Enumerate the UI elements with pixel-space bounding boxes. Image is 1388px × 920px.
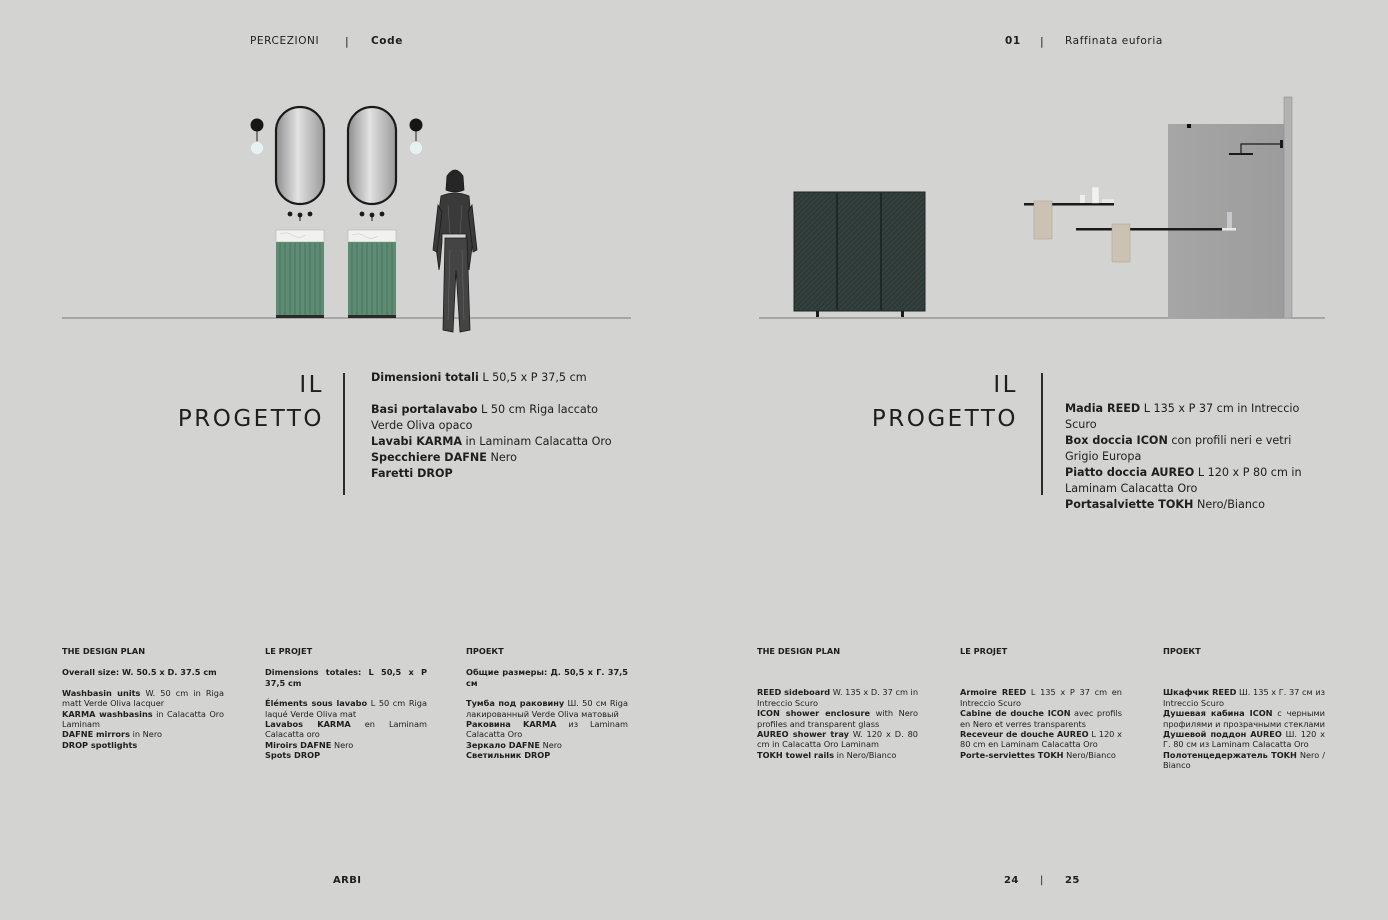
right-specs-list <box>1065 401 1327 513</box>
right-spec-item: Portasalviette TOKH Nero/Bianco <box>1065 498 1265 511</box>
translation-line: Душевая кабина ICON с черными профилями и прозрачными стеклами <box>1163 708 1325 729</box>
translation-line: Шкафчик REED Ш. 135 x Г. 37 см из Intreccio Scuro <box>1163 687 1325 708</box>
header-left-divider: | <box>345 35 349 48</box>
washbasin-unit-left <box>276 230 324 318</box>
translation-line: ICON shower enclosure with Nero profiles and transparent glass <box>757 708 919 729</box>
translation-heading: LE PROJET <box>265 646 313 656</box>
translation-line: Miroirs DAFNE Nero <box>265 739 354 750</box>
left-title-divider <box>343 373 345 495</box>
right-spec-item: Box doccia ICON con profili neri e vetri Grigio Europa <box>1065 434 1292 463</box>
translation-line: Porte-serviettes TOKH Nero/Bianco <box>960 749 1116 760</box>
translation-fr-right <box>960 646 1122 760</box>
mirror-right <box>348 107 396 204</box>
right-project-title <box>844 368 1018 436</box>
left-spec-item: Specchiere DAFNE Nero <box>371 451 517 464</box>
page-number-left: 24 <box>1004 875 1019 886</box>
translation-line: Зеркало DAFNE Nero <box>466 739 562 750</box>
wall-light-left <box>251 119 264 155</box>
footer-brand: ARBI <box>333 875 362 886</box>
translation-line: Spots DROP <box>265 750 321 761</box>
washbasin-unit-right <box>348 230 396 318</box>
wall-light-right <box>410 119 423 155</box>
translation-overall: Overall size: W. 50.5 x D. 37.5 cm <box>62 667 217 678</box>
translation-line: Lavabos KARMA en Laminam Calacatta oro <box>265 719 427 740</box>
translation-line: Éléments sous lavabo L 50 cm Riga laqué Verde Oliva mat <box>265 698 427 719</box>
person-figure <box>433 170 477 332</box>
left-spec-item: Lavabi KARMA in Laminam Calacatta Oro <box>371 435 612 448</box>
translation-line: DAFNE mirrors in Nero <box>62 729 163 740</box>
translation-line: TOKH towel rails in Nero/Bianco <box>757 749 897 760</box>
header-name: Code <box>371 35 403 47</box>
left-title-line1: IL <box>299 372 324 398</box>
translation-line: Полотенцедержатель TOKH Nero / Bianco <box>1163 749 1325 771</box>
translation-line: Тумба под раковину Ш. 50 см Riga лакированный Verde Oliva матовый <box>466 698 629 719</box>
left-spec-item: Faretti DROP <box>371 467 453 480</box>
translation-heading: LE PROJET <box>960 646 1008 656</box>
right-title-line1: IL <box>993 372 1018 398</box>
tap-right <box>360 212 385 221</box>
translation-line: DROP spotlights <box>62 739 138 750</box>
translation-en-left <box>62 646 224 750</box>
translation-overall: Общие размеры: Д. 50,5 x Г. 37,5 см <box>466 667 628 688</box>
mirror-left <box>276 107 324 204</box>
translation-line: Душевой поддон AUREO Ш. 120 x Г. 80 см из Laminam Calacatta Oro <box>1163 729 1325 750</box>
right-title-divider <box>1041 373 1043 495</box>
translation-ru-right <box>1163 646 1325 771</box>
translation-line: Armoire REED L 135 x P 37 cm en Intreccio Scuro <box>960 687 1123 708</box>
translation-heading: ПРОЕКТ <box>466 646 504 656</box>
icon-shower-enclosure <box>1168 97 1292 318</box>
header-title: Raffinata euforia <box>1065 35 1163 47</box>
left-project-title <box>150 368 324 436</box>
header-number: 01 <box>1005 35 1021 47</box>
translation-line: KARMA washbasins in Calacatta Oro Laminam <box>62 708 224 730</box>
translation-en-right <box>757 646 918 760</box>
left-title-line2: PROGETTO <box>177 406 324 432</box>
translation-heading: ПРОЕКТ <box>1163 646 1201 656</box>
translation-heading: THE DESIGN PLAN <box>757 646 841 656</box>
right-spec-item: Piatto doccia AUREO L 120 x P 80 cm in Laminam Calacatta Oro <box>1065 466 1302 495</box>
translation-heading: THE DESIGN PLAN <box>62 646 146 656</box>
right-title-line2: PROGETTO <box>871 406 1018 432</box>
left-spec-item: Basi portalavabo L 50 cm Riga laccato Verde Oliva opaco <box>371 403 598 432</box>
page-number-right: 25 <box>1065 875 1080 886</box>
translation-line: Washbasin units W. 50 cm in Riga matt Verde Oliva lacquer <box>62 687 224 709</box>
translation-line: Светильник DROP <box>466 750 551 761</box>
translation-line: Раковина KARMA из Laminam Calacatta Oro <box>466 719 628 740</box>
translation-ru-left <box>466 646 628 761</box>
translation-line: REED sideboard W. 135 x D. 37 cm in Intreccio Scuro <box>757 687 919 708</box>
translation-fr-left <box>265 646 427 761</box>
left-specs-list <box>371 370 626 482</box>
reed-sideboard <box>794 192 925 317</box>
left-spec-item: Dimensioni totali L 50,5 x P 37,5 cm <box>371 371 587 384</box>
page-number-divider: | <box>1040 875 1044 886</box>
header-section: PERCEZIONI <box>250 35 320 47</box>
translation-line: Receveur de douche AUREO L 120 x 80 cm en Laminam Calacatta Oro <box>960 729 1122 750</box>
tap-left <box>288 212 313 221</box>
right-spec-item: Madia REED L 135 x P 37 cm in Intreccio Scuro <box>1065 402 1300 431</box>
translation-overall: Dimensions totales: L 50,5 x P 37,5 cm <box>265 667 427 688</box>
translation-line: AUREO shower tray W. 120 x D. 80 cm in Calacatta Oro Laminam <box>757 729 918 750</box>
header-right-divider: | <box>1040 35 1044 48</box>
translation-line: Cabine de douche ICON avec profils en Nero et verres transparents <box>960 708 1122 729</box>
